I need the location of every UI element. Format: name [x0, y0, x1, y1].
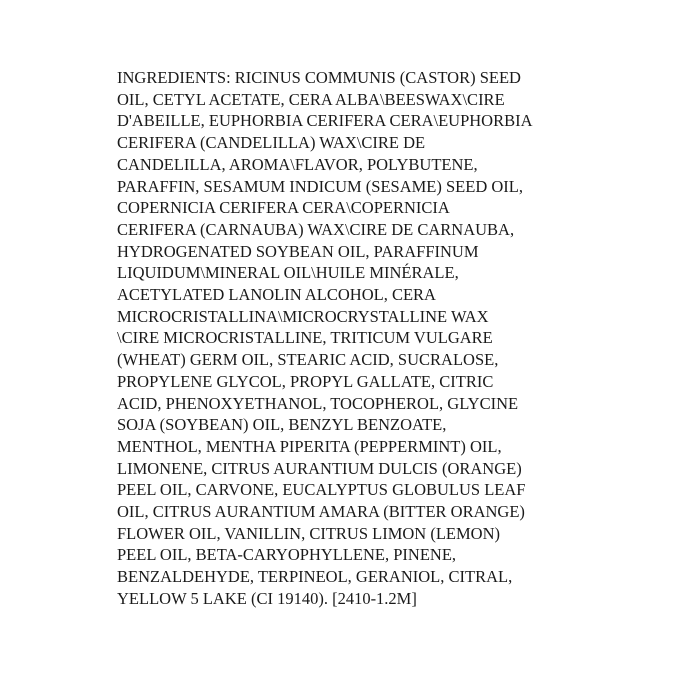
ingredients-line: LIQUIDUM\MINERAL OIL\HUILE MINÉRALE, [117, 263, 459, 283]
ingredients-line: LIMONENE, CITRUS AURANTIUM DULCIS (ORANGE) [117, 458, 522, 478]
ingredients-line: FLOWER OIL, VANILLIN, CITRUS LIMON (LEMON) [117, 523, 500, 543]
ingredients-line: \CIRE MICROCRISTALLINE, TRITICUM VULGARE [117, 328, 493, 348]
ingredients-line: OIL, CETYL ACETATE, CERA ALBA\BEESWAX\CIRE [117, 89, 505, 109]
ingredients-line: D'ABEILLE, EUPHORBIA CERIFERA CERA\EUPHORBIA [117, 111, 533, 131]
ingredients-line: OIL, CITRUS AURANTIUM AMARA (BITTER ORANGE) [117, 502, 525, 522]
ingredients-line: PROPYLENE GLYCOL, PROPYL GALLATE, CITRIC [117, 371, 494, 391]
ingredients-line: CANDELILLA, AROMA\FLAVOR, POLYBUTENE, [117, 154, 478, 174]
ingredients-line: INGREDIENTS: RICINUS COMMUNIS (CASTOR) SEED [117, 68, 521, 87]
ingredients-line: PEEL OIL, CARVONE, EUCALYPTUS GLOBULUS LEAF [117, 480, 526, 500]
ingredients-line: (WHEAT) GERM OIL, STEARIC ACID, SUCRALOSE, [117, 350, 499, 370]
ingredients-line: CERIFERA (CARNAUBA) WAX\CIRE DE CARNAUBA, [117, 219, 515, 239]
ingredients-line: HYDROGENATED SOYBEAN OIL, PARAFFINUM [117, 241, 479, 261]
ingredients-line: BENZALDEHYDE, TERPINEOL, GERANIOL, CITRAL, [117, 567, 513, 587]
ingredients-line: MICROCRISTALLINA\MICROCRYSTALLINE WAX [117, 306, 489, 326]
ingredients-line: ACID, PHENOXYETHANOL, TOCOPHEROL, GLYCINE [117, 393, 519, 413]
ingredients-line: COPERNICIA CERIFERA CERA\COPERNICIA [117, 198, 450, 218]
ingredients-text-block [117, 67, 567, 610]
ingredients-line: SOJA (SOYBEAN) OIL, BENZYL BENZOATE, [117, 415, 447, 435]
ingredients-line: MENTHOL, MENTHA PIPERITA (PEPPERMINT) OIL, [117, 436, 502, 456]
ingredients-line: PARAFFIN, SESAMUM INDICUM (SESAME) SEED OIL, [117, 176, 523, 196]
ingredients-line: ACETYLATED LANOLIN ALCOHOL, CERA [117, 285, 436, 305]
ingredients-line: PEEL OIL, BETA-CARYOPHYLLENE, PINENE, [117, 545, 457, 565]
ingredients-line: CERIFERA (CANDELILLA) WAX\CIRE DE [117, 133, 426, 153]
ingredients-line: YELLOW 5 LAKE (CI 19140). [2410-1.2M] [117, 588, 417, 608]
